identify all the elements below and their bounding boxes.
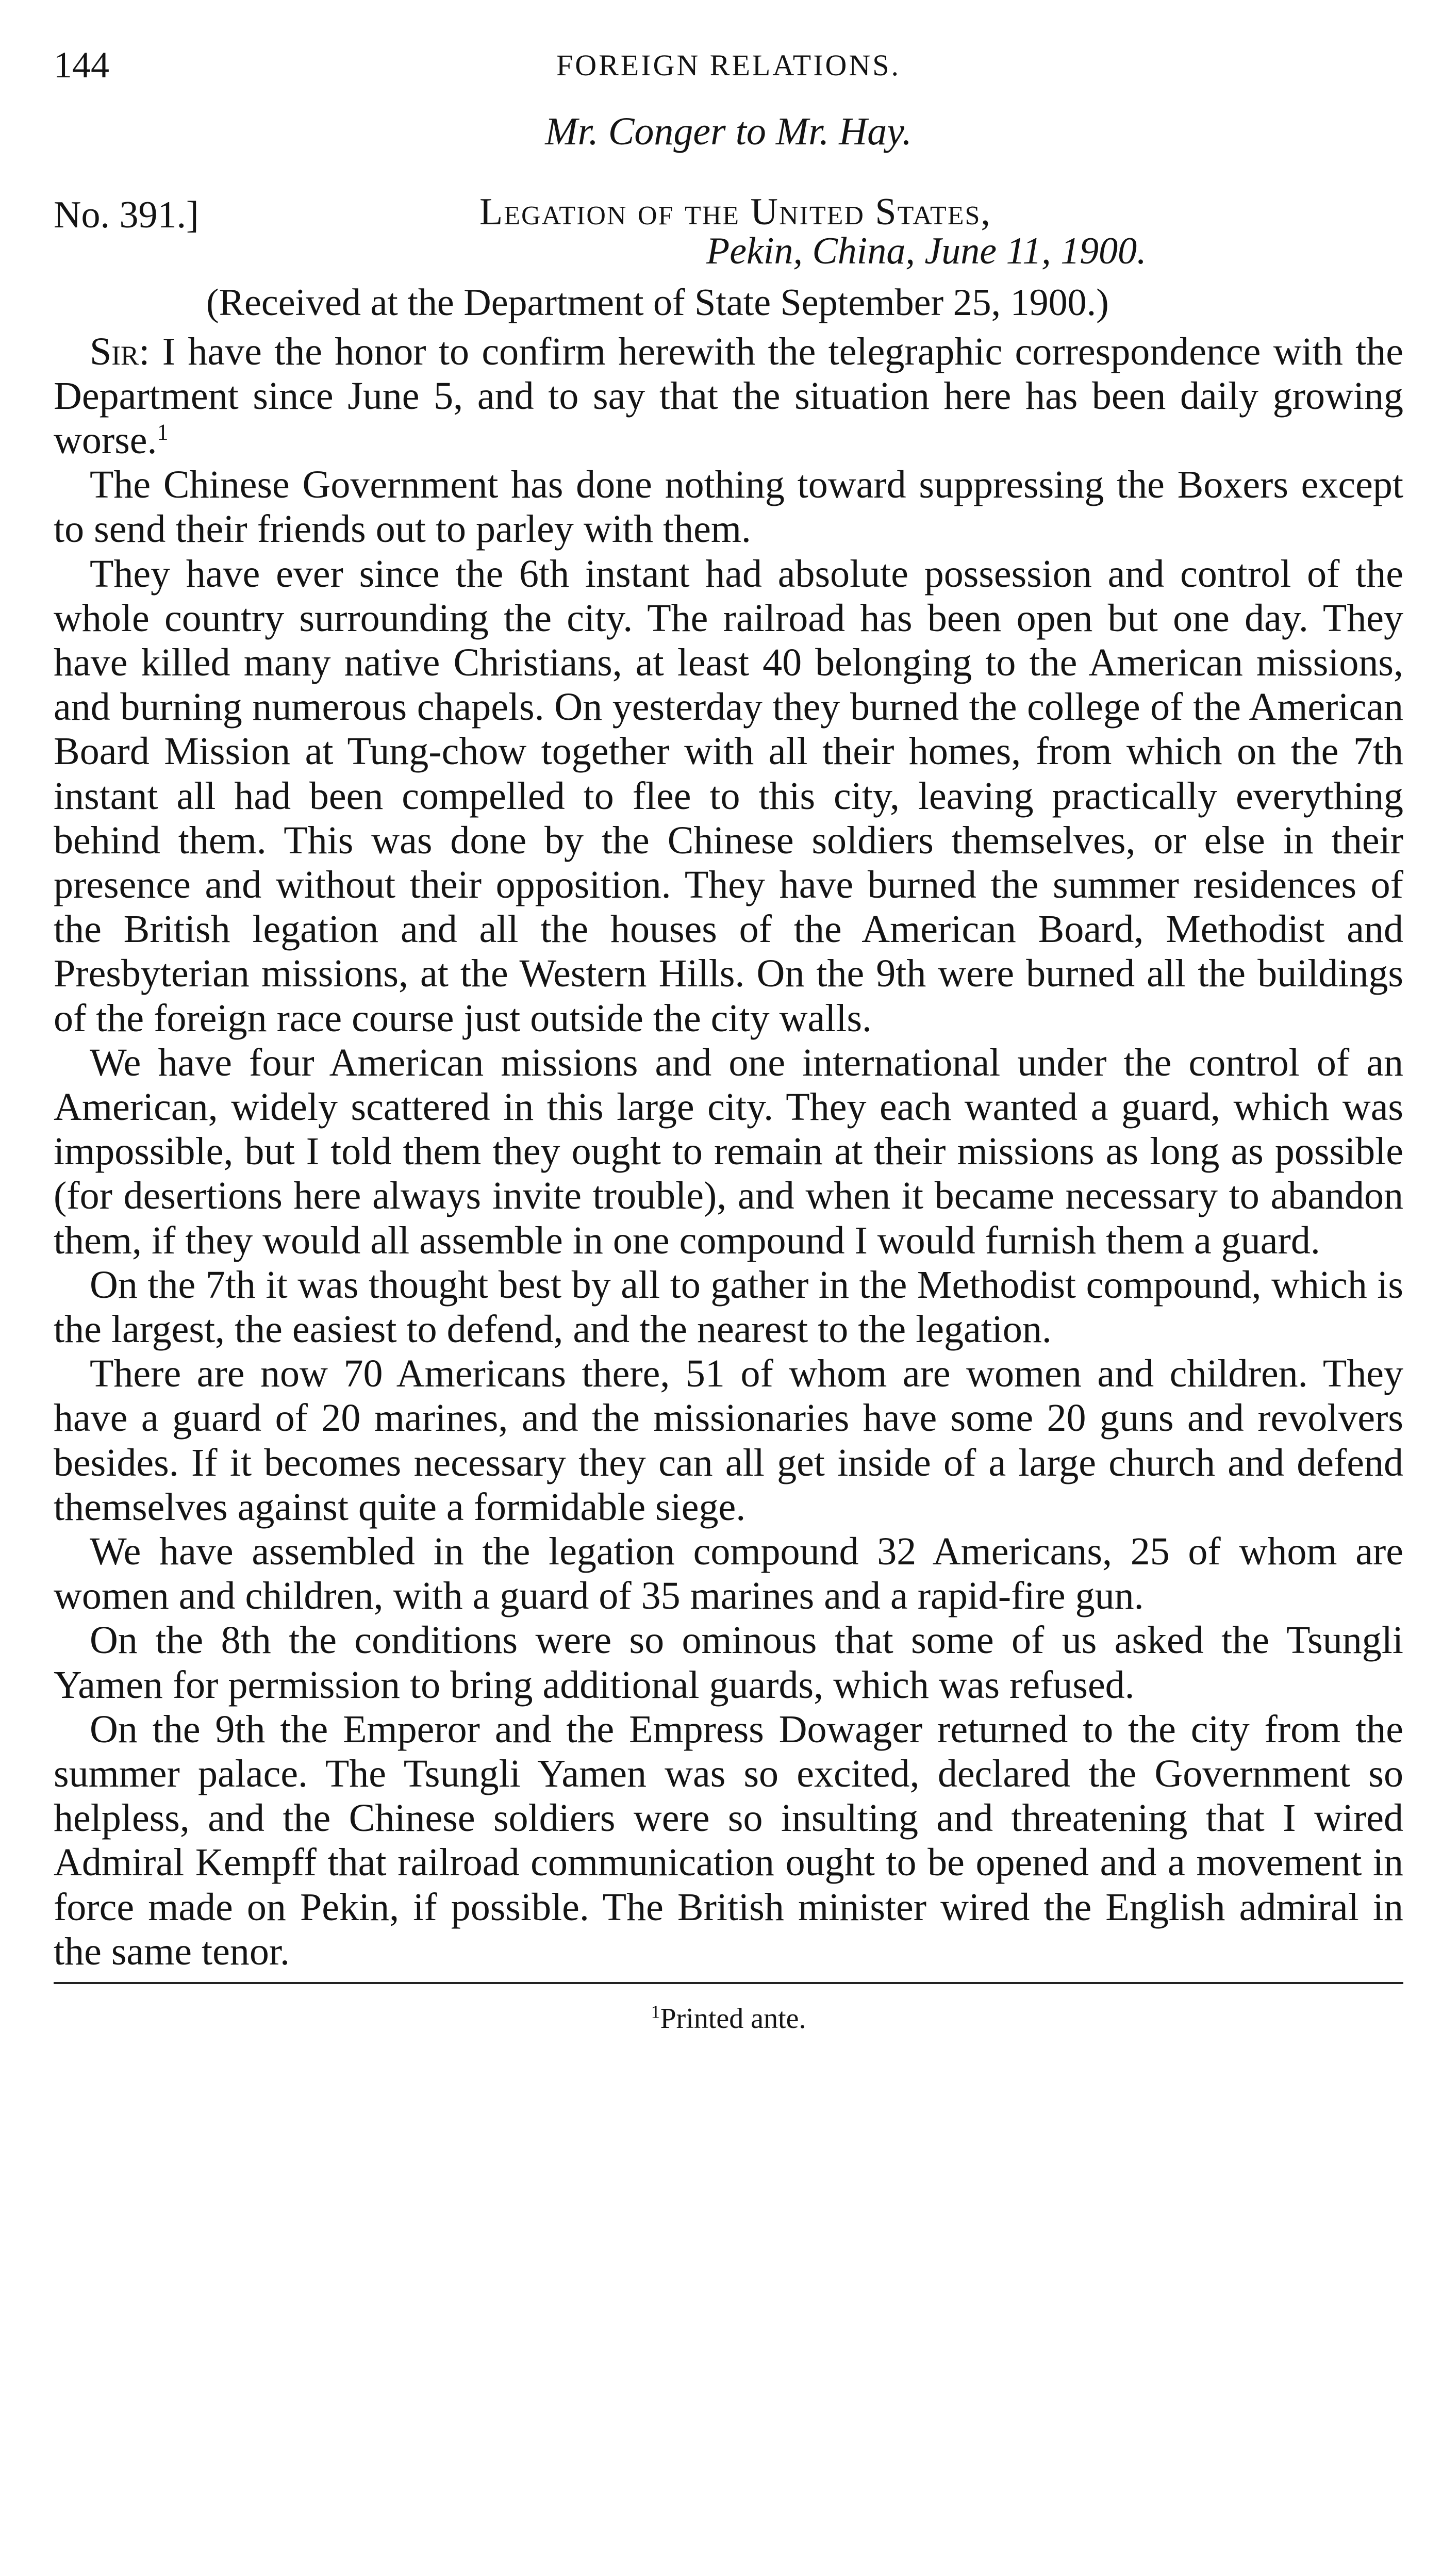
- paragraph-4: We have four American missions and one international under the control of an American, widely scattered in this large city. They each wanted a guard, which was impossible, but I told them they ought to remain at their missions as long as possible (for desertions here always invite trouble), and when it became necessary to abandon them, if they would all assemble in one compound I would furnish them a guard.: [54, 1041, 1403, 1262]
- legation-name: Legation of the United States,: [479, 191, 991, 234]
- dateline: Pekin, China, June 11, 1900.: [706, 230, 1147, 273]
- footnote-reference: 1: [157, 419, 169, 445]
- paragraph-3: They have ever since the 6th instant had absolute possession and control of the whole country surrounding the city. The railroad has been open but one day. They have killed many native Christians, at least 40 belonging to the American missions, and burning numerous chapels. On yesterday they burned the college of the American Board Mission at Tung-chow together with all their homes, from which on the 7th instant all had been compelled to flee to this city, leaving practically everything behind them. This was done by the Chinese soldiers themselves, or else in their presence and without their opposition. They have burned the summer residences of the British legation and all the houses of the American Board, Methodist and Presbyterian missions, at the Western Hills. On the 9th were burned all the buildings of the foreign race course just outside the city walls.: [54, 552, 1403, 1040]
- paragraph-1: [54, 329, 1403, 463]
- letter-heading: [54, 191, 1403, 282]
- running-head: [54, 41, 1403, 103]
- letter-body: [54, 329, 1403, 1974]
- paragraph-2: The Chinese Government has done nothing toward suppressing the Boxers except to send their friends out to parley with them.: [54, 463, 1403, 551]
- footnote: [54, 2002, 1403, 2036]
- paragraph-5: On the 7th it was thought best by all to gather in the Methodist compound, which is the largest, the easiest to defend, and the nearest to the legation.: [54, 1263, 1403, 1351]
- document-number: No. 391.]: [54, 194, 199, 237]
- page-number: 144: [54, 44, 109, 86]
- received-note: (Received at the Department of State September 25, 1900.): [206, 282, 1109, 324]
- footnote-rule: [54, 1982, 1403, 1984]
- document-page: [54, 41, 1403, 2036]
- salutation: Sir:: [90, 329, 150, 373]
- correspondence-heading: Mr. Conger to Mr. Hay.: [545, 110, 912, 153]
- paragraph-6: There are now 70 Americans there, 51 of whom are women and children. They have a guard of 20 marines, and the missionaries have some 20 guns and revolvers besides. If it becomes necessary they can all get inside of a large church and defend themselves against quite a formidable siege.: [54, 1352, 1403, 1529]
- running-title: FOREIGN RELATIONS.: [556, 48, 901, 82]
- paragraph-8: On the 8th the conditions were so ominous that some of us asked the Tsungli Yamen for permission to bring additional guards, which was refused.: [54, 1619, 1403, 1707]
- paragraph-7: We have assembled in the legation compound 32 Americans, 25 of whom are women and children, with a guard of 35 marines and a rapid-fire gun.: [54, 1530, 1403, 1618]
- footnote-text: Printed ante.: [660, 2003, 806, 2035]
- paragraph-1-text: I have the honor to confirm herewith the telegraphic correspondence with the Department since June 5, and to say that the situation here has been daily growing worse.: [54, 329, 1404, 462]
- footnote-mark: 1: [651, 2001, 660, 2022]
- paragraph-9: On the 9th the Emperor and the Empress Dowager returned to the city from the summer palace. The Tsungli Yamen was so excited, declared the Government so helpless, and the Chinese soldiers were so insulting and threatening that I wired Admiral Kempff that railroad communication ought to be opened and a movement in force made on Pekin, if possible. The British minister wired the English admiral in the same tenor.: [54, 1707, 1403, 1973]
